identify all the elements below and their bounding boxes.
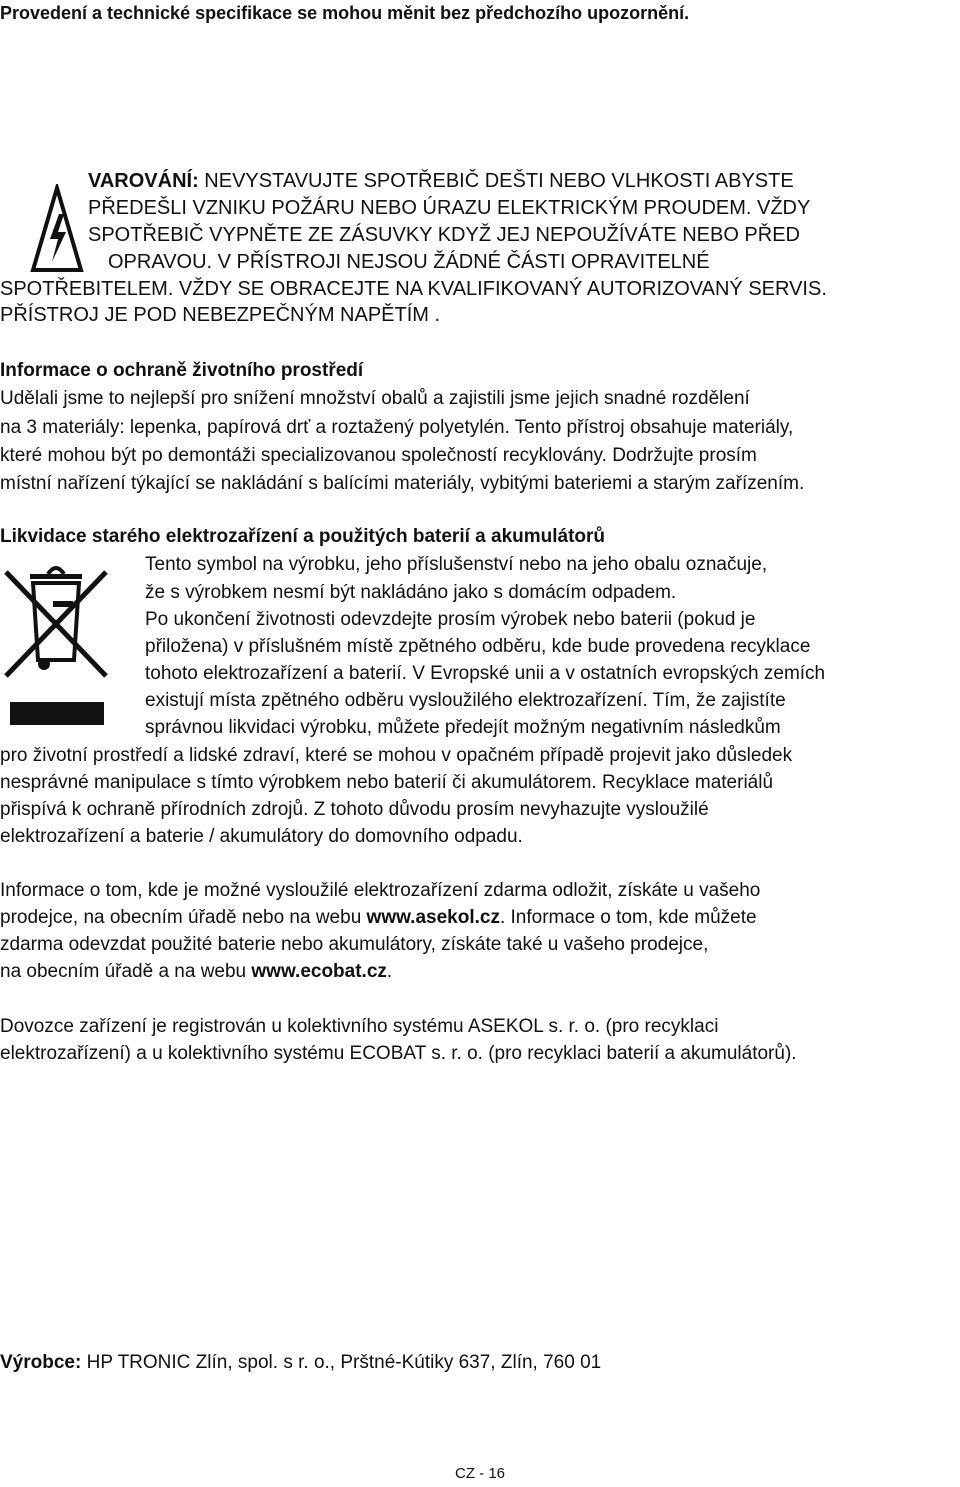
- disposal-indented-line-2: že s výrobkem nesmí být nakládáno jako s domácím odpadem.: [145, 582, 677, 603]
- disposal-indented-line-1: Tento symbol na výrobku, jeho příslušenství nebo na jeho obalu označuje,: [145, 554, 768, 575]
- environment-line-3: které mohou být po demontáži specializovanou společností recyklovány. Dodržujte prosím: [0, 445, 757, 466]
- warning-line-6: PŘÍSTROJ JE POD NEBEZPEČNÝM NAPĚTÍM .: [0, 304, 441, 326]
- disposal-heading: Likvidace starého elektrozařízení a použitých baterií a akumulátorů: [0, 526, 606, 547]
- top-notice: Provedení a technické specifikace se mohou měnit bez předchozího upozornění.: [0, 3, 690, 23]
- disposal-indented-line-4: přiložena) v příslušném místě zpětného odběru, kde bude provedena recyklace: [145, 636, 811, 657]
- disposal-line-2: nesprávné manipulace s tímto výrobkem nebo baterií či akumulátorem. Recyklace materiálů: [0, 772, 774, 793]
- disposal-indented-line-3: Po ukončení životnosti odevzdejte prosím výrobek nebo baterii (pokud je: [145, 609, 756, 630]
- warning-line-5: SPOTŘEBITELEM. VŽDY SE OBRACEJTE NA KVALIFIKOVANÝ AUTORIZOVANÝ SERVIS.: [0, 278, 827, 300]
- environment-line-2: na 3 materiály: lepenka, papírová drť a roztažený polyetylén. Tento přístroj obsahuje materiály,: [0, 417, 794, 438]
- info-line-3: zdarma odevzdat použité baterie nebo akumulátory, získáte také u vašeho prodejce,: [0, 934, 709, 955]
- environment-line-4: místní nařízení týkající se nakládání s balícími materiály, vybitými bateriemi a starým zařízením.: [0, 473, 805, 494]
- warning-line-2: PŘEDEŠLI VZNIKU POŽÁRU NEBO ÚRAZU ELEKTRICKÝM PROUDEM. VŽDY: [88, 197, 811, 219]
- importer-line-1: Dovozce zařízení je registrován u kolektivního systému ASEKOL s. r. o. (pro recyklaci: [0, 1016, 719, 1037]
- warning-line-1: VAROVÁNÍ: NEVYSTAVUJTE SPOTŘEBIČ DEŠTI NEBO VLHKOSTI ABYSTE: [88, 170, 794, 192]
- warning-line-4: OPRAVOU. V PŘÍSTROJI NEJSOU ŽÁDNÉ ČÁSTI OPRAVITELNÉ: [108, 251, 710, 273]
- disposal-line-4: elektrozařízení a baterie / akumulátory do domovního odpadu.: [0, 826, 523, 847]
- environment-heading: Informace o ochraně životního prostředí: [0, 360, 364, 381]
- disposal-indented-line-5: tohoto elektrozařízení a baterií. V Evropské unii a v ostatních evropských zemích: [145, 663, 826, 684]
- info-line-1: Informace o tom, kde je možné vysloužilé elektrozařízení zdarma odložit, získáte u vašeho: [0, 880, 761, 901]
- asekol-link[interactable]: www.asekol.cz: [366, 907, 500, 928]
- disposal-indented-line-6: existují místa zpětného odběru vysloužilého elektrozařízení. Tím, že zajistíte: [145, 690, 786, 711]
- crossed-out-wheelie-bin-icon: [0, 556, 112, 728]
- disposal-indented-line-7: správnou likvidaci výrobku, můžete předejít možným negativním následkům: [145, 717, 781, 738]
- info-line-4: na obecním úřadě a na webu www.ecobat.cz.: [0, 961, 393, 982]
- lightning-warning-triangle-icon: [30, 184, 84, 274]
- info-line-2: prodejce, na obecním úřadě nebo na webu www.asekol.cz. Informace o tom, kde můžete: [0, 907, 757, 928]
- warning-label: VAROVÁNÍ:: [88, 170, 199, 192]
- manufacturer-label: Výrobce:: [0, 1352, 82, 1373]
- importer-line-2: elektrozařízení) a u kolektivního systému ECOBAT s. r. o. (pro recyklaci baterií a akumulátorů).: [0, 1043, 797, 1064]
- environment-line-1: Udělali jsme to nejlepší pro snížení množství obalů a zajistili jsme jejich snadné rozdělení: [0, 388, 750, 409]
- ecobat-link[interactable]: www.ecobat.cz: [251, 961, 387, 982]
- warning-line-3: SPOTŘEBIČ VYPNĚTE ZE ZÁSUVKY KDYŽ JEJ NEPOUŽÍVÁTE NEBO PŘED: [88, 224, 801, 246]
- disposal-line-1: pro životní prostředí a lidské zdraví, které se mohou v opačném případě projevit jako důsledek: [0, 745, 793, 766]
- page-number: CZ - 16: [455, 1465, 506, 1482]
- manufacturer-line: Výrobce: HP TRONIC Zlín, spol. s r. o., Prštné-Kútiky 637, Zlín, 760 01: [0, 1352, 602, 1373]
- disposal-line-3: přispívá k ochraně přírodních zdrojů. Z tohoto důvodu prosím nevyhazujte vysloužilé: [0, 799, 709, 820]
